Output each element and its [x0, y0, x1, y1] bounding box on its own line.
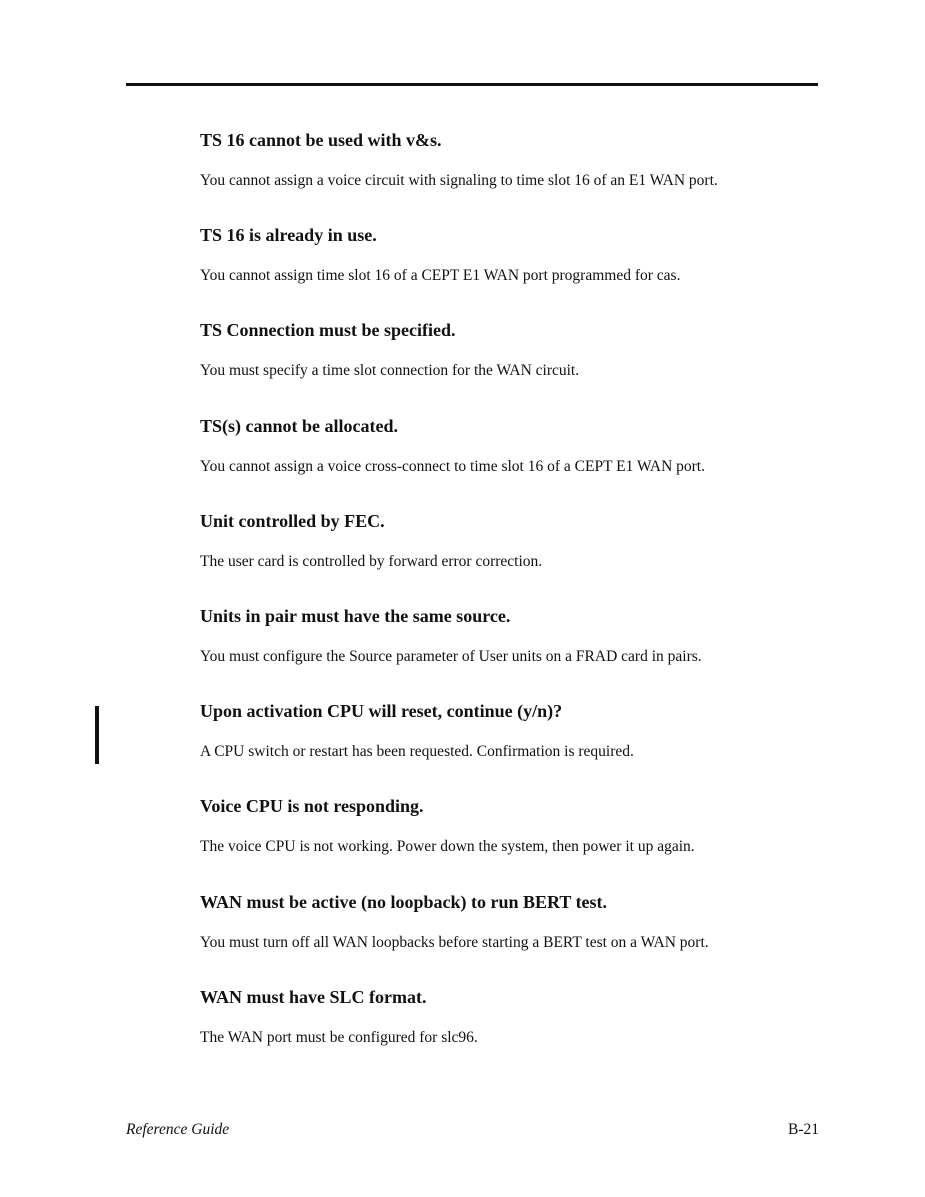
message-title: TS 16 cannot be used with v&s.: [200, 130, 442, 150]
message-title: Unit controlled by FEC.: [200, 510, 385, 531]
message-title: TS Connection must be specified.: [200, 320, 456, 341]
message-entry: [200, 985, 820, 1080]
message-entry: [200, 414, 820, 509]
change-bar: [95, 706, 99, 764]
message-description: You must specify a time slot connection for the WAN circuit.: [200, 362, 580, 380]
message-entry: [200, 699, 820, 794]
footer-document-title: Reference Guide: [126, 1121, 230, 1138]
message-entry: [200, 794, 820, 889]
footer-page-number: B-21: [788, 1121, 819, 1138]
message-entry: [200, 318, 820, 413]
message-description: The user card is controlled by forward error correction.: [200, 552, 543, 570]
message-list: [200, 128, 820, 1080]
message-description: You cannot assign time slot 16 of a CEPT E1 WAN port programmed for cas.: [200, 267, 681, 285]
message-description: The voice CPU is not working. Power down the system, then power it up again.: [200, 838, 695, 856]
message-description: You must turn off all WAN loopbacks before starting a BERT test on a WAN port.: [200, 933, 709, 951]
message-title: TS 16 is already in use.: [200, 225, 377, 246]
message-entry: [200, 509, 820, 604]
message-entry: [200, 223, 820, 318]
message-description: The WAN port must be configured for slc96.: [200, 1028, 478, 1046]
message-title: Units in pair must have the same source.: [200, 605, 511, 626]
message-description: You cannot assign a voice cross-connect to time slot 16 of a CEPT E1 WAN port.: [200, 457, 705, 475]
message-description: You cannot assign a voice circuit with signaling to time slot 16 of an E1 WAN port.: [200, 172, 718, 189]
message-title: TS(s) cannot be allocated.: [200, 415, 398, 436]
message-entry: [200, 890, 820, 985]
message-entry: [200, 128, 820, 223]
message-title: WAN must have SLC format.: [200, 986, 427, 1007]
header-rule: [126, 83, 818, 86]
message-title: Upon activation CPU will reset, continue (y/n)?: [200, 701, 563, 722]
message-title: WAN must be active (no loopback) to run BERT test.: [200, 891, 608, 912]
message-description: A CPU switch or restart has been requested. Confirmation is required.: [200, 743, 634, 761]
message-title: Voice CPU is not responding.: [200, 796, 424, 817]
message-description: You must configure the Source parameter of User units on a FRAD card in pairs.: [200, 647, 702, 665]
message-entry: [200, 604, 820, 699]
